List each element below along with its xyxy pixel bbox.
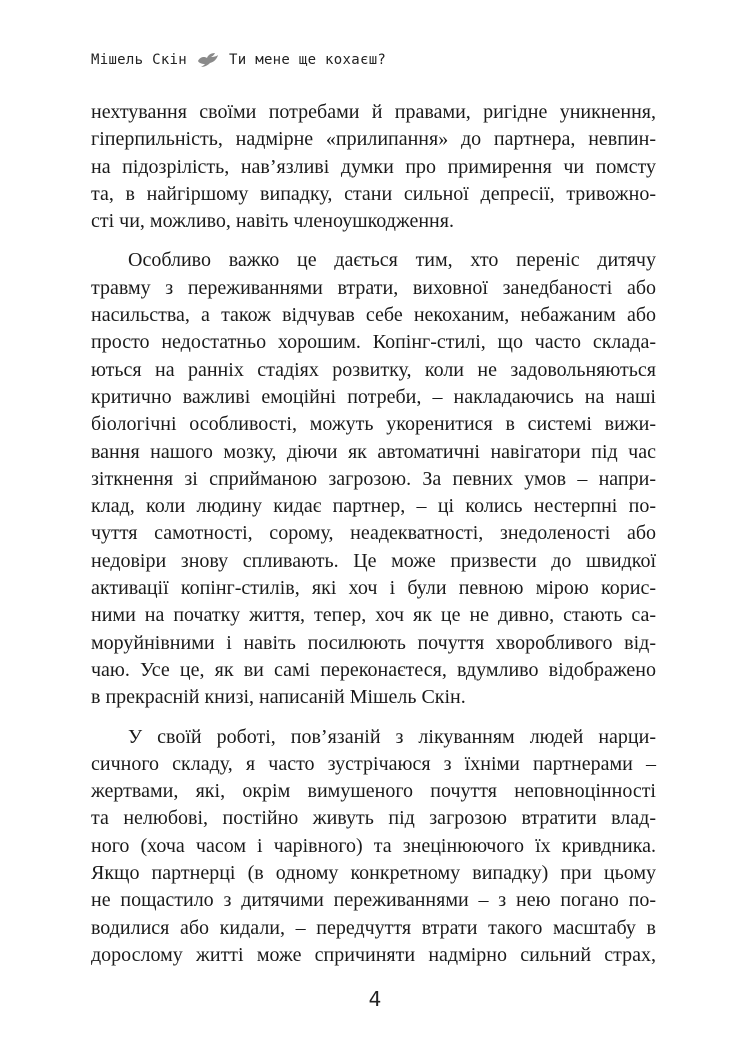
text-line: чуття самотності, сорому, неадекватності, знедоленості або <box>91 522 656 545</box>
text-line: та нелюбові, постійно живуть під загрозою втратити влад- <box>91 807 656 830</box>
paragraph-2 <box>91 247 656 711</box>
text-line: біологічні особливості, можуть укоренитися в системі вижи- <box>91 413 656 436</box>
text-line: в прекрасній книзі, написаній Мішель Скін. <box>91 686 466 709</box>
text-line: клад, коли людину кидає партнер, – ці колись нестерпні по- <box>91 495 656 518</box>
text-line: Якщо партнерці (в одному конкретному випадку) при цьому <box>91 862 656 885</box>
text-line: на підозрілість, нав’язливі думки про примирення чи помсту <box>91 155 656 178</box>
text-line: травму з переживаннями втрати, виховної занедбаності або <box>91 276 656 299</box>
text-line: не пощастило з дитячими переживаннями – з нею погано по- <box>91 889 656 912</box>
text-line: зіткнення зі сприйманою загрозою. За певних умов – напри- <box>91 467 656 490</box>
text-line: У своїй роботі, пов’язаній з лікуванням людей нарци- <box>128 725 656 748</box>
body-text <box>91 99 656 969</box>
text-line: недовіри знову спливають. Це може призвести до швидкої <box>91 549 656 572</box>
text-line: гіперпильність, надмірне «прилипання» до партнера, невпин- <box>91 128 656 151</box>
text-line: нехтування своїми потребами й правами, ригідне уникнення, <box>91 101 656 123</box>
text-line: вання нашого мозку, діючи як автоматичні навігатори під час <box>91 440 656 463</box>
page-number: 4 <box>368 987 382 1011</box>
running-header <box>91 50 386 70</box>
text-line: ними на початку життя, тепер, хоч як це не дивно, стають са- <box>91 604 656 627</box>
text-line: моруйнівними і навіть посилюють почуття хворобливого від- <box>91 631 656 654</box>
text-line: насильства, а також відчував себе некоханим, небажаним або <box>91 304 656 327</box>
bird-icon <box>197 52 219 68</box>
paragraph-3 <box>91 724 656 970</box>
header-author: Мішель Скін <box>91 52 188 68</box>
header-title: Ти мене ще кохаєш? <box>229 52 387 68</box>
text-line: ються на ранніх стадіях розвитку, коли не задовольняються <box>91 358 656 381</box>
text-line: водилися або кидали, – передчуття втрати такого масштабу в <box>91 916 656 939</box>
text-line: та, в найгіршому випадку, стани сильної депресії, тривожно- <box>91 182 656 205</box>
text-line: чаю. Усе це, як ви самі переконаєтеся, вдумливо відображено <box>91 658 656 681</box>
text-line: жертвами, які, окрім вимушеного почуття неповноцінності <box>91 780 656 803</box>
text-line: активації копінг-стилів, які хоч і були певною мірою корис- <box>91 577 656 600</box>
text-line: дорослому житті може спричиняти надмірно сильний страх, <box>91 943 656 966</box>
text-line: ного (хоча часом і чарівного) та знецінюючого їх кривдника. <box>91 834 656 857</box>
paragraph-1 <box>91 99 656 235</box>
text-line: сті чи, можливо, навіть членоушкодження. <box>91 210 454 233</box>
text-line: критично важливі емоційні потреби, – накладаючись на наші <box>91 385 656 408</box>
text-line: сичного складу, я часто зустрічаюся з їхніми партнерами – <box>91 752 656 775</box>
text-line: Особливо важко це дається тим, хто переніс дитячу <box>128 249 656 272</box>
text-line: просто недостатньо хорошим. Копінг-стилі, що часто склада- <box>91 331 656 354</box>
